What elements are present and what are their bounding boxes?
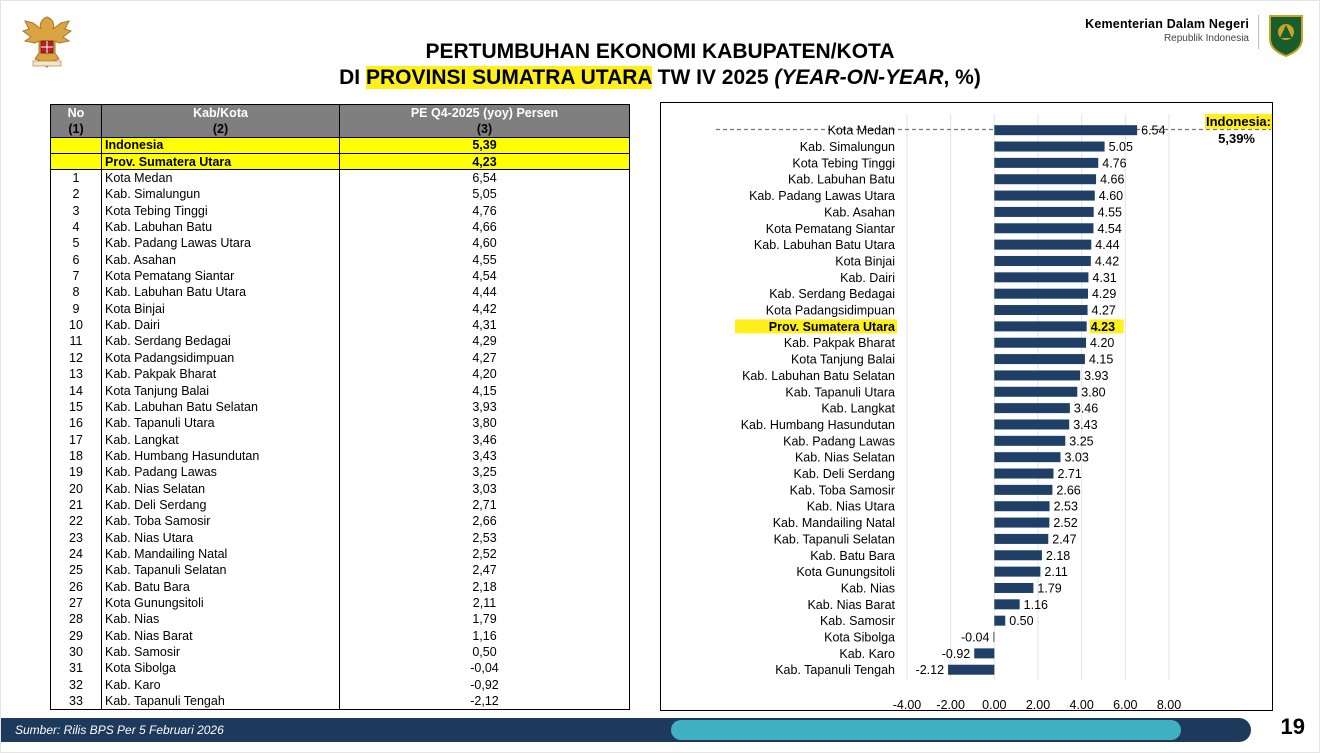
table-cell-value: 3,43 (340, 448, 630, 464)
category-label: Kab. Mandailing Natal (772, 516, 895, 531)
value-label: 4.60 (1098, 189, 1124, 204)
table-cell-no (51, 154, 102, 170)
table-row (51, 431, 630, 447)
table-cell-value: 3,03 (340, 480, 630, 496)
bar (974, 648, 994, 658)
table-cell-value: 4,55 (340, 252, 630, 268)
table-cell-value: 3,80 (340, 415, 630, 431)
indonesia-reference-value: 5,39% (1218, 131, 1255, 146)
table-cell-value: 4,76 (340, 203, 630, 219)
table-cell-value: 2,71 (340, 497, 630, 513)
table-cell-name: Kab. Padang Lawas (102, 464, 340, 480)
value-label: 4.29 (1091, 287, 1117, 302)
value-label: 4.42 (1094, 254, 1120, 269)
bar (994, 142, 1104, 152)
table-cell-value: -2,12 (340, 693, 630, 709)
table-cell-no: 16 (51, 415, 102, 431)
table-cell-value: 0,50 (340, 644, 630, 660)
table-cell-name: Kab. Karo (102, 677, 340, 693)
table-cell-name: Kab. Dairi (102, 317, 340, 333)
table-row (51, 284, 630, 300)
table-cell-no: 7 (51, 268, 102, 284)
title-province-highlight: PROVINSI SUMATRA UTARA (365, 66, 652, 89)
footer-bar (1, 718, 1251, 742)
table-cell-name: Kota Tanjung Balai (102, 382, 340, 398)
table-cell-value: 4,54 (340, 268, 630, 284)
table-row (51, 677, 630, 693)
category-label: Kota Binjai (835, 254, 895, 269)
table-row (51, 628, 630, 644)
category-label: Kota Tanjung Balai (790, 352, 895, 367)
value-label: 4.20 (1090, 336, 1115, 351)
table-cell-no: 15 (51, 399, 102, 415)
table-cell-value: 6,54 (340, 170, 630, 186)
table-cell-no: 14 (51, 382, 102, 398)
table-cell-no: 25 (51, 562, 102, 578)
table-cell-name: Indonesia (102, 137, 340, 153)
category-label: Kab. Tapanuli Selatan (773, 532, 895, 547)
table-row (51, 513, 630, 529)
table-row (51, 317, 630, 333)
category-label: Kab. Toba Samosir (789, 483, 895, 498)
category-label: Kab. Nias Selatan (794, 450, 895, 465)
table-cell-value: 3,25 (340, 464, 630, 480)
ministry-name: Kementerian Dalam Negeri (1085, 17, 1249, 31)
table-header-row (51, 105, 630, 121)
table-row (51, 480, 630, 496)
table-cell-value: 4,66 (340, 219, 630, 235)
category-label: Kab. Padang Lawas (783, 434, 895, 449)
category-label: Kota Medan (827, 123, 895, 138)
value-label: 4.44 (1095, 238, 1120, 253)
value-label: 2.47 (1052, 532, 1077, 547)
table-row (51, 382, 630, 398)
x-tick-label: -2.00 (936, 697, 965, 709)
table-row (51, 595, 630, 611)
table-cell-name: Kab. Pakpak Bharat (102, 366, 340, 382)
bar (994, 387, 1077, 397)
table-cell-value: 1,79 (340, 611, 630, 627)
category-label: Kab. Tapanuli Utara (785, 385, 895, 400)
table-row (51, 333, 630, 349)
table-row (51, 415, 630, 431)
table-cell-no: 23 (51, 529, 102, 545)
bar (994, 518, 1049, 528)
header-no: No (51, 105, 102, 121)
value-label: -2.12 (915, 663, 945, 678)
bar (994, 534, 1048, 544)
x-tick-label: -4.00 (892, 697, 922, 709)
category-label: Kab. Deli Serdang (793, 467, 895, 482)
table-cell-value: 1,16 (340, 628, 630, 644)
table-cell-no: 29 (51, 628, 102, 644)
table-cell-name: Kab. Tapanuli Tengah (102, 693, 340, 709)
table-cell-name: Kab. Labuhan Batu (102, 219, 340, 235)
category-label: Kab. Dairi (840, 270, 895, 285)
subheader-2: (2) (102, 121, 340, 137)
value-label: -0.92 (941, 646, 971, 661)
value-label: 4.54 (1097, 221, 1122, 236)
table-cell-value: -0,04 (340, 660, 630, 676)
value-label: -0.04 (960, 630, 990, 645)
value-label: 4.23 (1090, 319, 1116, 334)
category-label: Kab. Asahan (824, 205, 895, 220)
category-label: Kab. Nias Utara (806, 499, 895, 514)
value-label: 4.76 (1102, 156, 1127, 171)
table-row (51, 301, 630, 317)
table-row (51, 219, 630, 235)
bar (994, 616, 1005, 626)
table-cell-name: Kab. Nias Utara (102, 529, 340, 545)
subheader-3: (3) (340, 121, 630, 137)
table-cell-no: 4 (51, 219, 102, 235)
table-cell-value: 4,29 (340, 333, 630, 349)
table-row (51, 252, 630, 268)
table-cell-no: 12 (51, 350, 102, 366)
table-cell-name: Kab. Batu Bara (102, 578, 340, 594)
table-cell-value: 4,23 (340, 154, 630, 170)
table-cell-no: 1 (51, 170, 102, 186)
value-label: 4.66 (1100, 172, 1125, 187)
value-label: 2.53 (1053, 499, 1078, 514)
table-cell-no: 31 (51, 660, 102, 676)
table-cell-no: 27 (51, 595, 102, 611)
table-cell-name: Kota Gunungsitoli (102, 595, 340, 611)
bar-chart-svg (661, 103, 1271, 709)
bar (994, 223, 1093, 233)
source-note: Sumber: Rilis BPS Per 5 Februari 2026 (15, 723, 224, 737)
bar (994, 289, 1088, 299)
table-cell-name: Kab. Labuhan Batu Utara (102, 284, 340, 300)
x-tick-label: 6.00 (1113, 697, 1138, 709)
bar (948, 665, 994, 675)
table-cell-no: 30 (51, 644, 102, 660)
bar (994, 583, 1033, 593)
table-cell-no (51, 137, 102, 153)
table-row (51, 399, 630, 415)
bar (994, 452, 1060, 462)
table-cell-no: 22 (51, 513, 102, 529)
page-title (1, 39, 1319, 91)
value-label: 2.11 (1044, 565, 1068, 580)
value-label: 4.27 (1091, 303, 1116, 318)
table-cell-name: Kab. Serdang Bedagai (102, 333, 340, 349)
value-label: 3.43 (1073, 417, 1098, 432)
category-label: Kab. Langkat (821, 401, 895, 416)
bar (994, 191, 1094, 201)
table-cell-value: 2,53 (340, 529, 630, 545)
bar (994, 599, 1019, 609)
table-row (51, 529, 630, 545)
table-cell-no: 18 (51, 448, 102, 464)
table-cell-value: 5,39 (340, 137, 630, 153)
table-cell-no: 32 (51, 677, 102, 693)
category-label: Kab. Serdang Bedagai (769, 287, 895, 302)
table-cell-name: Kab. Tapanuli Selatan (102, 562, 340, 578)
category-label: Kab. Labuhan Batu Utara (753, 238, 895, 253)
table-cell-value: 3,93 (340, 399, 630, 415)
table-cell-value: 2,52 (340, 546, 630, 562)
bar (994, 321, 1086, 331)
growth-table (50, 104, 630, 710)
category-label: Kab. Nias (840, 581, 895, 596)
table-row-indonesia (51, 137, 630, 153)
value-label: 3.25 (1069, 434, 1094, 449)
bar (994, 125, 1137, 135)
value-label: 0.50 (1009, 614, 1034, 629)
table-cell-no: 2 (51, 186, 102, 202)
table-cell-name: Kota Pematang Siantar (102, 268, 340, 284)
value-label: 3.46 (1073, 401, 1099, 416)
table-row (51, 170, 630, 186)
bar (994, 550, 1042, 560)
category-label: Kab. Simalungun (799, 140, 895, 155)
table-cell-value: 4,20 (340, 366, 630, 382)
bar (994, 485, 1052, 495)
title-period: TW IV 2025 (651, 66, 775, 89)
title-line-2 (1, 65, 1319, 91)
table-cell-name: Kab. Samosir (102, 644, 340, 660)
bar (994, 567, 1040, 577)
table-cell-no: 20 (51, 480, 102, 496)
table-cell-no: 26 (51, 578, 102, 594)
table-cell-no: 10 (51, 317, 102, 333)
x-tick-label: 8.00 (1156, 697, 1182, 709)
category-label: Kab. Pakpak Bharat (783, 336, 895, 351)
value-label: 1.16 (1023, 597, 1049, 612)
table-cell-name: Kab. Tapanuli Utara (102, 415, 340, 431)
bar (994, 272, 1088, 282)
table-cell-value: 2,66 (340, 513, 630, 529)
value-label: 5.05 (1108, 140, 1133, 155)
x-tick-label: 2.00 (1025, 697, 1051, 709)
x-tick-label: 0.00 (982, 697, 1007, 709)
bar (994, 240, 1091, 250)
bar (994, 370, 1080, 380)
table-cell-no: 3 (51, 203, 102, 219)
table-row (51, 268, 630, 284)
bar (994, 501, 1049, 511)
table-row (51, 546, 630, 562)
footer-accent-pill (671, 720, 1181, 740)
bar-chart (660, 102, 1273, 711)
category-label: Kota Gunungsitoli (796, 565, 895, 580)
table-cell-no: 21 (51, 497, 102, 513)
title-suffix: , %) (943, 66, 981, 89)
category-label: Kab. Labuhan Batu Selatan (742, 368, 895, 383)
bar (994, 403, 1070, 413)
table-cell-name: Kab. Nias (102, 611, 340, 627)
table-cell-no: 28 (51, 611, 102, 627)
table-row (51, 578, 630, 594)
category-label: Kota Pematang Siantar (765, 221, 895, 236)
table-row (51, 366, 630, 382)
table-cell-name: Kab. Labuhan Batu Selatan (102, 399, 340, 415)
value-label: 2.52 (1053, 516, 1078, 531)
table-row (51, 611, 630, 627)
category-label: Kab. Samosir (819, 614, 895, 629)
bar (994, 338, 1086, 348)
table-cell-no: 6 (51, 252, 102, 268)
table-cell-no: 9 (51, 301, 102, 317)
table-row (51, 203, 630, 219)
table-cell-value: 4,27 (340, 350, 630, 366)
category-label: Kab. Padang Lawas Utara (749, 189, 895, 204)
table-cell-value: 4,31 (340, 317, 630, 333)
indonesia-reference-label: Indonesia: (1205, 114, 1271, 129)
table-cell-name: Kab. Langkat (102, 431, 340, 447)
table-row (51, 562, 630, 578)
table-cell-no: 19 (51, 464, 102, 480)
table-cell-name: Kota Sibolga (102, 660, 340, 676)
table-cell-name: Kab. Mandailing Natal (102, 546, 340, 562)
value-label: 4.31 (1092, 270, 1117, 285)
table-cell-name: Kab. Humbang Hasundutan (102, 448, 340, 464)
x-tick-label: 4.00 (1069, 697, 1094, 709)
category-label: Kota Sibolga (824, 630, 895, 645)
table-row (51, 660, 630, 676)
value-label: 1.79 (1037, 581, 1062, 596)
subheader-1: (1) (51, 121, 102, 137)
bar (994, 174, 1096, 184)
page-number: 19 (1280, 714, 1305, 739)
table-cell-value: 2,18 (340, 578, 630, 594)
table-row (51, 644, 630, 660)
table-row (51, 186, 630, 202)
category-label: Kab. Humbang Hasundutan (740, 417, 895, 432)
bar (994, 436, 1065, 446)
table-cell-value: 4,44 (340, 284, 630, 300)
category-label: Kab. Labuhan Batu (787, 172, 895, 187)
table-cell-value: 3,46 (340, 431, 630, 447)
table-cell-no: 17 (51, 431, 102, 447)
table-row (51, 464, 630, 480)
table-cell-name: Kab. Deli Serdang (102, 497, 340, 513)
bar (994, 158, 1098, 168)
table-cell-value: 2,11 (340, 595, 630, 611)
value-label: 3.93 (1084, 368, 1109, 383)
title-prefix: DI (339, 66, 366, 89)
title-yoy: (YEAR-ON-YEAR (774, 66, 944, 89)
table-row (51, 448, 630, 464)
table-cell-no: 24 (51, 546, 102, 562)
table-cell-name: Kota Padangsidimpuan (102, 350, 340, 366)
category-label: Kab. Tapanuli Tengah (775, 663, 895, 678)
title-line-1: PERTUMBUHAN EKONOMI KABUPATEN/KOTA (425, 40, 895, 63)
table-cell-no: 33 (51, 693, 102, 709)
table-cell-name: Kab. Padang Lawas Utara (102, 235, 340, 251)
value-label: 2.71 (1057, 467, 1082, 482)
value-label: 3.03 (1064, 450, 1089, 465)
value-label: 3.80 (1081, 385, 1106, 400)
table-cell-name: Kab. Asahan (102, 252, 340, 268)
table-cell-name: Kab. Nias Selatan (102, 480, 340, 496)
category-label: Prov. Sumatera Utara (768, 319, 895, 334)
table-row (51, 235, 630, 251)
category-label: Kota Padangsidimpuan (765, 303, 895, 318)
category-label: Kab. Karo (839, 646, 895, 661)
value-label: 4.55 (1097, 205, 1123, 220)
category-label: Kab. Batu Bara (810, 548, 895, 563)
value-label: 2.66 (1056, 483, 1081, 498)
value-label: 2.18 (1045, 548, 1071, 563)
table-row (51, 497, 630, 513)
table-row-province (51, 154, 630, 170)
bar (994, 419, 1069, 429)
table-cell-value: -0,92 (340, 677, 630, 693)
table-cell-no: 8 (51, 284, 102, 300)
table-cell-name: Kota Medan (102, 170, 340, 186)
table-cell-name: Kab. Nias Barat (102, 628, 340, 644)
header-pe: PE Q4-2025 (yoy) Persen (340, 105, 630, 121)
table-row (51, 693, 630, 709)
table-cell-no: 11 (51, 333, 102, 349)
table-row (51, 350, 630, 366)
table-cell-no: 13 (51, 366, 102, 382)
header-kabkota: Kab/Kota (102, 105, 340, 121)
value-label: 4.15 (1088, 352, 1114, 367)
table-cell-value: 4,60 (340, 235, 630, 251)
table-subheader-row (51, 121, 630, 137)
bar (994, 469, 1053, 479)
table-cell-value: 4,42 (340, 301, 630, 317)
table-cell-name: Kab. Simalungun (102, 186, 340, 202)
value-label: 6.54 (1141, 123, 1166, 138)
table-cell-name: Kota Tebing Tinggi (102, 203, 340, 219)
bar (994, 354, 1085, 364)
ministry-subtitle: Republik Indonesia (1163, 33, 1249, 44)
bar (994, 256, 1091, 266)
table-cell-name: Kab. Toba Samosir (102, 513, 340, 529)
table-cell-name: Kota Binjai (102, 301, 340, 317)
category-label: Kab. Nias Barat (807, 597, 895, 612)
table-cell-no: 5 (51, 235, 102, 251)
category-label: Kota Tebing Tinggi (792, 156, 895, 171)
bar (994, 305, 1087, 315)
table-cell-value: 2,47 (340, 562, 630, 578)
table-cell-value: 5,05 (340, 186, 630, 202)
bar (993, 632, 994, 642)
table-cell-name: Prov. Sumatera Utara (102, 154, 340, 170)
bar (994, 207, 1093, 217)
table-cell-value: 4,15 (340, 382, 630, 398)
